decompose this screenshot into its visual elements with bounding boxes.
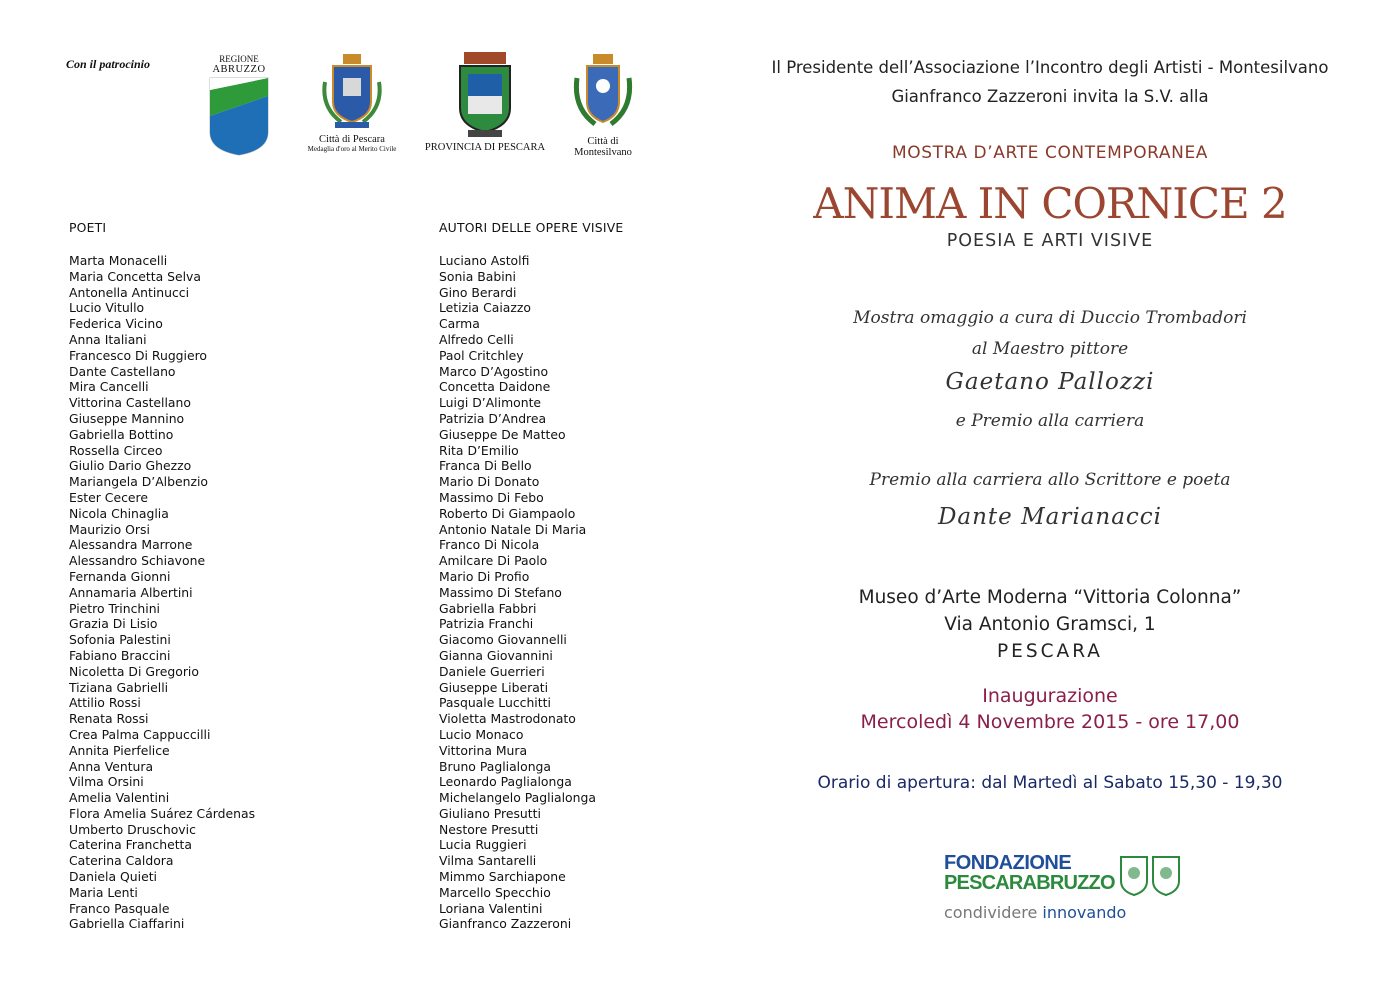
abruzzo-label: ABRUZZO [212, 64, 266, 75]
poeti-list-item: Umberto Druschovic [69, 821, 196, 837]
autori-list-item: Michelangelo Paglialonga [439, 790, 596, 806]
poeti-list-item: Caterina Franchetta [69, 837, 193, 853]
autori-list-item: Giuseppe De Matteo [439, 426, 566, 442]
poeti-list-item: Fernanda Gionni [69, 568, 171, 584]
autori-list-item: Giacomo Giovannelli [439, 632, 567, 648]
autori-list-item: Violetta Mastrodonato [439, 711, 576, 727]
autori-list-item: Paol Critchley [439, 347, 524, 363]
poeti-list-item: Alessandro Schiavone [69, 553, 206, 569]
citta-di-montesilvano-logo [568, 52, 638, 158]
poeti-list-item: Attilio Rossi [69, 695, 141, 711]
autori-list-item: Daniele Guerrieri [439, 663, 545, 679]
poeti-column [69, 221, 255, 932]
poeti-list-item: Antonella Antinucci [69, 284, 190, 300]
poeti-list-item: Gabriella Bottino [69, 426, 174, 442]
poeti-list-item: Crea Palma Cappuccilli [69, 726, 211, 742]
poeti-list-item: Anna Italiani [69, 331, 147, 347]
poeti-list-item: Tiziana Gabrielli [69, 679, 169, 695]
autori-list-item: Leonardo Paglialonga [439, 774, 572, 790]
poeti-list-item: Renata Rossi [69, 711, 149, 727]
autori-list-item: Marco D’Agostino [439, 363, 549, 379]
tagline-part-2: innovando [1042, 903, 1127, 922]
poeti-list-item: Gabriella Ciaffarini [69, 916, 185, 932]
pescara-subcaption: Medaglia d'oro al Merito Civile [307, 145, 397, 153]
montesilvano-caption-2: Montesilvano [574, 147, 632, 158]
autori-list-item: Massimo Di Stefano [439, 584, 562, 600]
poeti-list-item: Amelia Valentini [69, 790, 170, 806]
poeti-list-item: Vilma Orsini [69, 774, 144, 790]
poeti-list-item: Sofonia Palestini [69, 632, 171, 648]
autori-list-item: Franca Di Bello [439, 458, 532, 474]
poeti-list-item: Lucio Vitullo [69, 300, 145, 316]
venue-city: PESCARA [997, 641, 1103, 662]
autori-list-item: Concetta Daidone [439, 379, 551, 395]
exhibition-subtitle: POESIA E ARTI VISIVE [946, 231, 1154, 251]
patronage-label: Con il patrocinio [66, 57, 151, 71]
autori-list-item: Gino Berardi [439, 284, 517, 300]
scrittore-name: Dante Marianacci [937, 504, 1163, 530]
poeti-list-item: Alessandra Marrone [69, 537, 193, 553]
poeti-list-item: Vittorina Castellano [69, 395, 191, 411]
inaugurazione-date: Mercoledì 4 Novembre 2015 - ore 17,00 [860, 711, 1240, 733]
autori-list-item: Patrizia D’Andrea [439, 410, 547, 426]
autori-list-item: Gianfranco Zazzeroni [439, 916, 572, 932]
autori-list-item: Amilcare Di Paolo [439, 553, 548, 569]
poeti-list-item: Nicoletta Di Gregorio [69, 663, 199, 679]
provincia-coat-of-arms-icon [454, 50, 516, 140]
poeti-list-item: Daniela Quieti [69, 869, 157, 885]
poeti-list-item: Nicola Chinaglia [69, 505, 169, 521]
fondazione-tagline [944, 903, 1183, 922]
autori-list-item: Giuliano Presutti [439, 805, 541, 821]
poeti-list-item: Giulio Dario Ghezzo [69, 458, 192, 474]
autori-list-item: Franco Di Nicola [439, 537, 540, 553]
poeti-list-item: Pietro Trinchini [69, 600, 161, 616]
autori-list-item: Giuseppe Liberati [439, 679, 549, 695]
autori-list-item: Massimo Di Febo [439, 489, 544, 505]
poeti-list-item: Grazia Di Lisio [69, 616, 158, 632]
fondazione-logo [944, 853, 1183, 922]
poeti-list-item: Maurizio Orsi [69, 521, 150, 537]
autori-list-item: Lucia Ruggieri [439, 837, 527, 853]
premio-line-1: e Premio alla carriera [955, 411, 1145, 431]
autori-list-item: Loriana Valentini [439, 900, 543, 916]
autori-list-item: Patrizia Franchi [439, 616, 534, 632]
autori-list-item: Gianna Giovannini [439, 647, 553, 663]
inaugurazione-label: Inaugurazione [982, 685, 1118, 707]
intro-line-1: Il Presidente dell’Associazione l’Incontro degli Artisti - Montesilvano [771, 58, 1329, 77]
poeti-list-item: Federica Vicino [69, 316, 163, 332]
poeti-header: POETI [69, 220, 107, 235]
provincia-di-pescara-logo [420, 50, 550, 153]
autori-list-item: Sonia Babini [439, 268, 516, 284]
autori-header: AUTORI DELLE OPERE VISIVE [439, 220, 624, 235]
autori-list-item: Rita D’Emilio [439, 442, 519, 458]
autori-list-item: Alfredo Celli [439, 331, 514, 347]
poeti-list-item: Caterina Caldora [69, 853, 174, 869]
poeti-list-item: Franco Pasquale [69, 900, 170, 916]
autori-list-item: Nestore Presutti [439, 821, 539, 837]
poeti-list-item: Annita Pierfelice [69, 742, 170, 758]
fondazione-emblem-icon [1117, 853, 1183, 897]
exhibition-title: ANIMA IN CORNICE 2 [813, 179, 1287, 228]
poeti-list-item: Giuseppe Mannino [69, 410, 185, 426]
venue-name: Museo d’Arte Moderna “Vittoria Colonna” [858, 587, 1242, 608]
autori-list-item: Letizia Caiazzo [439, 300, 531, 316]
citta-di-pescara-logo [298, 52, 406, 153]
poeti-list-item: Mira Cancelli [69, 379, 149, 395]
poeti-list-item: Ester Cecere [69, 489, 148, 505]
poeti-list-item: Marta Monacelli [69, 253, 168, 268]
autori-list-item: Vittorina Mura [439, 742, 528, 758]
autori-list-item: Luciano Astolfi [439, 253, 530, 268]
tagline-part-1: condividere [944, 903, 1038, 922]
fondazione-line-2: PESCARABRUZZO [944, 872, 1115, 894]
autori-list-item: Lucio Monaco [439, 726, 524, 742]
provincia-caption: PROVINCIA DI PESCARA [424, 142, 546, 153]
premio-line-2: Premio alla carriera allo Scrittore e poeta [869, 470, 1231, 490]
omaggio-line-1: Mostra omaggio a cura di Duccio Trombadori [853, 308, 1247, 328]
autori-list-item: Bruno Paglialonga [439, 758, 552, 774]
opening-hours: Orario di apertura: dal Martedì al Sabato 15,30 - 19,30 [817, 773, 1283, 793]
autori-list-item: Mario Di Donato [439, 474, 540, 490]
pescara-caption: Città di Pescara [319, 134, 385, 145]
poeti-list-item: Flora Amelia Suárez Cárdenas [69, 805, 256, 821]
poeti-list-item: Fabiano Braccini [69, 647, 171, 663]
montesilvano-caption-1: Città di [587, 136, 619, 147]
fondazione-line-1: FONDAZIONE [944, 852, 1072, 874]
poeti-list-item: Annamaria Albertini [69, 584, 193, 600]
autori-list [439, 253, 623, 932]
autori-list-item: Marcello Specchio [439, 884, 551, 900]
maestro-name: Gaetano Pallozzi [945, 369, 1155, 395]
autori-list-item: Gabriella Fabbri [439, 600, 537, 616]
autori-list-item: Antonio Natale Di Maria [439, 521, 587, 537]
abruzzo-shield-icon [208, 76, 270, 156]
poeti-list-item: Mariangela D’Albenzio [69, 474, 208, 490]
pescara-coat-of-arms-icon [321, 52, 383, 132]
poeti-list-item: Dante Castellano [69, 363, 176, 379]
poeti-list [69, 253, 255, 932]
autori-list-item: Carma [439, 316, 480, 332]
autori-column [439, 221, 623, 932]
regione-label: REGIONE [219, 54, 259, 64]
autori-list-item: Mario Di Profio [439, 568, 530, 584]
autori-list-item: Vilma Santarelli [439, 853, 537, 869]
poeti-list-item: Anna Ventura [69, 758, 154, 774]
intro-line-2: Gianfranco Zazzeroni invita la S.V. alla [891, 87, 1209, 106]
poeti-list-item: Rossella Circeo [69, 442, 163, 458]
invite-intro [740, 53, 1360, 111]
autori-list-item: Mimmo Sarchiapone [439, 869, 566, 885]
montesilvano-coat-of-arms-icon [573, 52, 633, 136]
autori-list-item: Luigi D’Alimonte [439, 395, 542, 411]
autori-list-item: Pasquale Lucchitti [439, 695, 551, 711]
mostra-label: MOSTRA D’ARTE CONTEMPORANEA [891, 143, 1209, 163]
poeti-list-item: Francesco Di Ruggiero [69, 347, 208, 363]
poeti-list-item: Maria Concetta Selva [69, 268, 201, 284]
venue-address: Via Antonio Gramsci, 1 [944, 614, 1156, 635]
omaggio-line-2: al Maestro pittore [971, 339, 1129, 359]
autori-list-item: Roberto Di Giampaolo [439, 505, 576, 521]
regione-abruzzo-logo [206, 54, 272, 156]
poeti-list-item: Maria Lenti [69, 884, 138, 900]
